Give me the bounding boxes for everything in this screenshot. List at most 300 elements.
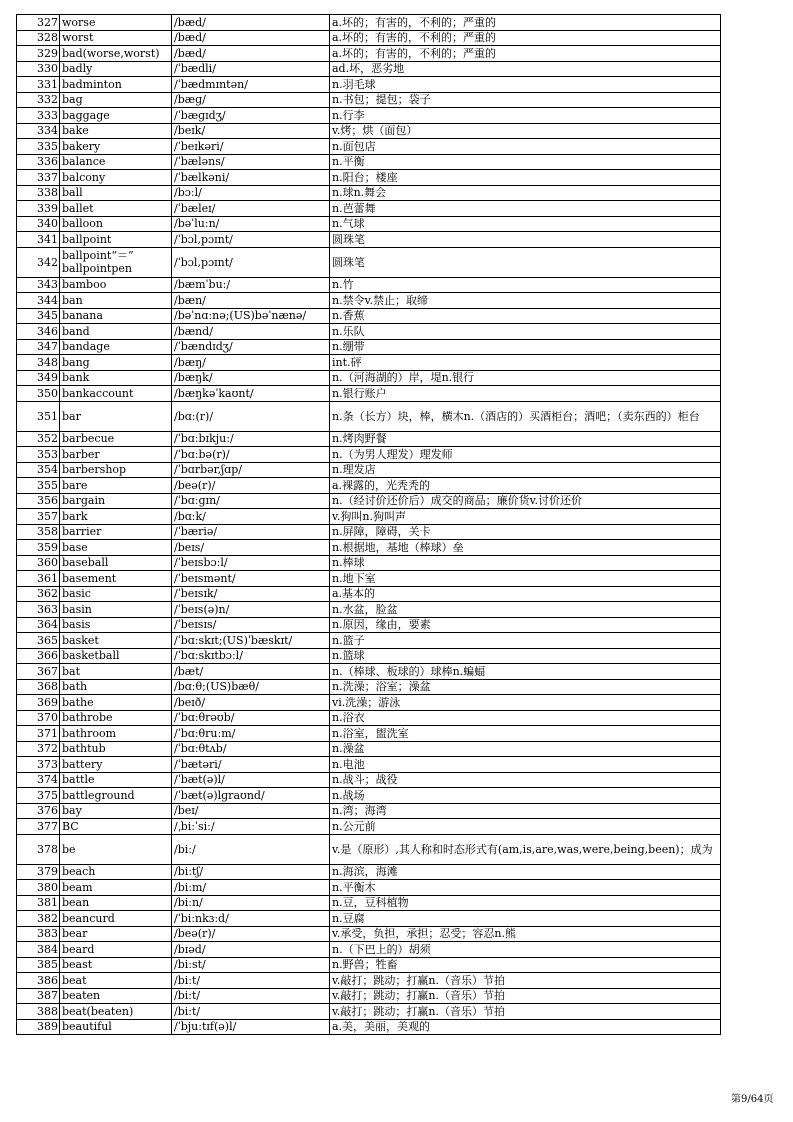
- phonetic-cell: /beɪð/: [172, 695, 330, 711]
- word-cell: beaten: [60, 988, 172, 1004]
- meaning-cell: n.战场: [330, 788, 721, 804]
- table-row: [17, 478, 721, 494]
- meaning-cell: a.坏的；有害的，不利的；严重的: [330, 30, 721, 46]
- word-cell: basketball: [60, 648, 172, 664]
- table-row: [17, 232, 721, 248]
- word-cell: bat: [60, 664, 172, 680]
- row-number: 372: [17, 741, 60, 757]
- table-row: [17, 679, 721, 695]
- table-row: [17, 586, 721, 602]
- row-number: 379: [17, 864, 60, 880]
- row-number: 328: [17, 30, 60, 46]
- meaning-cell: a.坏的；有害的，不利的；严重的: [330, 46, 721, 62]
- meaning-cell: v.狗叫n.狗叫声: [330, 509, 721, 525]
- row-number: 388: [17, 1004, 60, 1020]
- meaning-cell: vi.洗澡；游泳: [330, 695, 721, 711]
- table-row: [17, 988, 721, 1004]
- word-cell: beautiful: [60, 1019, 172, 1035]
- phonetic-cell: /ˈbɑːskɪt;(US)ˈbæskɪt/: [172, 633, 330, 649]
- row-number: 356: [17, 493, 60, 509]
- table-row: [17, 1019, 721, 1035]
- phonetic-cell: /bæŋk/: [172, 370, 330, 386]
- phonetic-cell: /ˈbɔl,pɔɪnt/: [172, 247, 330, 277]
- phonetic-cell: /bɔːl/: [172, 185, 330, 201]
- word-cell: bathtub: [60, 741, 172, 757]
- row-number: 370: [17, 710, 60, 726]
- row-number: 364: [17, 617, 60, 633]
- row-number: 336: [17, 154, 60, 170]
- page-number: 第9/64页: [731, 1094, 774, 1105]
- phonetic-cell: /ˈbjuːtɪf(ə)l/: [172, 1019, 330, 1035]
- phonetic-cell: /ˈbɑːθruːm/: [172, 726, 330, 742]
- table-row: [17, 324, 721, 340]
- row-number: 332: [17, 92, 60, 108]
- phonetic-cell: /ˈbædli/: [172, 61, 330, 77]
- table-row: [17, 139, 721, 155]
- row-number: 347: [17, 339, 60, 355]
- table-row: [17, 447, 721, 463]
- phonetic-cell: /bæt/: [172, 664, 330, 680]
- meaning-cell: n.豆腐: [330, 911, 721, 927]
- word-cell: basement: [60, 571, 172, 587]
- table-row: [17, 277, 721, 293]
- row-number: 387: [17, 988, 60, 1004]
- table-row: [17, 602, 721, 618]
- meaning-cell: n.篮球: [330, 648, 721, 664]
- table-row: [17, 911, 721, 927]
- row-number: 349: [17, 370, 60, 386]
- phonetic-cell: /beɪk/: [172, 123, 330, 139]
- table-row: [17, 431, 721, 447]
- row-number: 333: [17, 108, 60, 124]
- meaning-cell: a.裸露的，光秃秃的: [330, 478, 721, 494]
- word-cell: bag: [60, 92, 172, 108]
- meaning-cell: n.公元前: [330, 819, 721, 835]
- word-cell: barrier: [60, 524, 172, 540]
- row-number: 371: [17, 726, 60, 742]
- table-row: [17, 695, 721, 711]
- phonetic-cell: /bɪəd/: [172, 942, 330, 958]
- word-cell: baseball: [60, 555, 172, 571]
- word-cell: bare: [60, 478, 172, 494]
- phonetic-cell: /ˈbæɡɪdʒ/: [172, 108, 330, 124]
- meaning-cell: n.根据地，基地（棒球）垒: [330, 540, 721, 556]
- word-cell: bathroom: [60, 726, 172, 742]
- meaning-cell: n.电池: [330, 757, 721, 773]
- row-number: 383: [17, 926, 60, 942]
- row-number: 369: [17, 695, 60, 711]
- phonetic-cell: /bɑːθ;(US)bæθ/: [172, 679, 330, 695]
- meaning-cell: a.美，美丽，美观的: [330, 1019, 721, 1035]
- row-number: 366: [17, 648, 60, 664]
- word-cell: basket: [60, 633, 172, 649]
- row-number: 339: [17, 201, 60, 217]
- word-cell: basis: [60, 617, 172, 633]
- meaning-cell: int.砰: [330, 355, 721, 371]
- row-number: 386: [17, 973, 60, 989]
- word-cell: barbershop: [60, 462, 172, 478]
- phonetic-cell: /bæd/: [172, 46, 330, 62]
- table-row: [17, 201, 721, 217]
- table-row: [17, 92, 721, 108]
- meaning-cell: n.乐队: [330, 324, 721, 340]
- table-row: [17, 555, 721, 571]
- table-row: [17, 15, 721, 31]
- word-cell: beam: [60, 880, 172, 896]
- table-row: [17, 509, 721, 525]
- meaning-cell: n.条（长方）块，棒，横木n.（酒店的）买酒柜台；酒吧；（卖东西的）柜台: [330, 401, 721, 431]
- table-row: [17, 185, 721, 201]
- phonetic-cell: /ˈbɔl,pɔɪnt/: [172, 232, 330, 248]
- table-row: [17, 154, 721, 170]
- table-row: [17, 524, 721, 540]
- phonetic-cell: /bæn/: [172, 293, 330, 309]
- phonetic-cell: /biːm/: [172, 880, 330, 896]
- table-row: [17, 540, 721, 556]
- meaning-cell: n.湾；海湾: [330, 803, 721, 819]
- phonetic-cell: /ˈbælkəni/: [172, 170, 330, 186]
- table-row: [17, 880, 721, 896]
- table-row: [17, 973, 721, 989]
- row-number: 357: [17, 509, 60, 525]
- row-number: 376: [17, 803, 60, 819]
- meaning-cell: v.烤；烘（面包）: [330, 123, 721, 139]
- row-number: 368: [17, 679, 60, 695]
- row-number: 329: [17, 46, 60, 62]
- phonetic-cell: /ˈbiːnkɜːd/: [172, 911, 330, 927]
- phonetic-cell: /biːt/: [172, 973, 330, 989]
- word-cell: banana: [60, 308, 172, 324]
- word-cell: beancurd: [60, 911, 172, 927]
- word-cell: bankaccount: [60, 386, 172, 402]
- meaning-cell: n.芭蕾舞: [330, 201, 721, 217]
- word-cell: bathe: [60, 695, 172, 711]
- phonetic-cell: /beə(r)/: [172, 478, 330, 494]
- phonetic-cell: /ˈbɑːbə(r)/: [172, 447, 330, 463]
- meaning-cell: v.敲打；跳动；打赢n.（音乐）节拍: [330, 988, 721, 1004]
- phonetic-cell: /bæd/: [172, 15, 330, 31]
- word-cell: bathrobe: [60, 710, 172, 726]
- meaning-cell: n.浴室，盥洗室: [330, 726, 721, 742]
- meaning-cell: n.（为男人理发）理发师: [330, 447, 721, 463]
- word-cell: bang: [60, 355, 172, 371]
- meaning-cell: n.水盆，脸盆: [330, 602, 721, 618]
- meaning-cell: n.屏障，障碍，关卡: [330, 524, 721, 540]
- meaning-cell: n.烤肉野餐: [330, 431, 721, 447]
- phonetic-cell: /ˈbeɪsmənt/: [172, 571, 330, 587]
- row-number: 331: [17, 77, 60, 93]
- row-number: 378: [17, 834, 60, 864]
- row-number: 334: [17, 123, 60, 139]
- row-number: 345: [17, 308, 60, 324]
- phonetic-cell: /ˈbæleɪ/: [172, 201, 330, 217]
- word-cell: badminton: [60, 77, 172, 93]
- table-row: [17, 61, 721, 77]
- meaning-cell: n.澡盆: [330, 741, 721, 757]
- table-row: [17, 123, 721, 139]
- phonetic-cell: /ˈbɑːskɪtbɔːl/: [172, 648, 330, 664]
- word-cell: bear: [60, 926, 172, 942]
- phonetic-cell: /ˈbeɪkəri/: [172, 139, 330, 155]
- meaning-cell: n.战斗；战役: [330, 772, 721, 788]
- meaning-cell: n.洗澡；浴室；澡盆: [330, 679, 721, 695]
- phonetic-cell: /bɑː(r)/: [172, 401, 330, 431]
- row-number: 350: [17, 386, 60, 402]
- table-row: [17, 30, 721, 46]
- word-cell: baggage: [60, 108, 172, 124]
- row-number: 343: [17, 277, 60, 293]
- phonetic-cell: /ˈbɑːθtʌb/: [172, 741, 330, 757]
- table-row: [17, 571, 721, 587]
- table-row: [17, 386, 721, 402]
- word-cell: ball: [60, 185, 172, 201]
- word-cell: beast: [60, 957, 172, 973]
- meaning-cell: n.行李: [330, 108, 721, 124]
- word-cell: ballpoint“＝” ballpointpen: [60, 247, 172, 277]
- word-cell: be: [60, 834, 172, 864]
- row-number: 327: [17, 15, 60, 31]
- table-row: [17, 819, 721, 835]
- word-cell: ballpoint: [60, 232, 172, 248]
- table-row: [17, 834, 721, 864]
- word-cell: bamboo: [60, 277, 172, 293]
- word-cell: badly: [60, 61, 172, 77]
- phonetic-cell: /biːt/: [172, 988, 330, 1004]
- phonetic-cell: /biː/: [172, 834, 330, 864]
- phonetic-cell: /bæd/: [172, 30, 330, 46]
- table-row: [17, 216, 721, 232]
- table-row: [17, 864, 721, 880]
- meaning-cell: 圆珠笔: [330, 232, 721, 248]
- meaning-cell: n.香蕉: [330, 308, 721, 324]
- meaning-cell: n.竹: [330, 277, 721, 293]
- table-row: [17, 617, 721, 633]
- word-cell: barbecue: [60, 431, 172, 447]
- phonetic-cell: /bəˈnɑːnə;(US)bəˈnænə/: [172, 308, 330, 324]
- row-number: 382: [17, 911, 60, 927]
- meaning-cell: n.银行账户: [330, 386, 721, 402]
- phonetic-cell: /ˈbeɪs(ə)n/: [172, 602, 330, 618]
- word-cell: bargain: [60, 493, 172, 509]
- meaning-cell: n.地下室: [330, 571, 721, 587]
- phonetic-cell: /ˈbɑːbɪkjuː/: [172, 431, 330, 447]
- word-cell: band: [60, 324, 172, 340]
- vocabulary-table-body: [17, 15, 721, 1035]
- meaning-cell: n.绷带: [330, 339, 721, 355]
- phonetic-cell: /ˈbeɪsɪk/: [172, 586, 330, 602]
- phonetic-cell: /bæmˈbuː/: [172, 277, 330, 293]
- meaning-cell: n.豆，豆科植物: [330, 895, 721, 911]
- table-row: [17, 1004, 721, 1020]
- table-row: [17, 957, 721, 973]
- meaning-cell: n.原因，缘由，要素: [330, 617, 721, 633]
- meaning-cell: a.坏的；有害的，不利的；严重的: [330, 15, 721, 31]
- row-number: 344: [17, 293, 60, 309]
- phonetic-cell: /bɑːk/: [172, 509, 330, 525]
- word-cell: bath: [60, 679, 172, 695]
- row-number: 377: [17, 819, 60, 835]
- row-number: 353: [17, 447, 60, 463]
- meaning-cell: v.承受，负担，承担；忍受；容忍n.熊: [330, 926, 721, 942]
- table-row: [17, 942, 721, 958]
- phonetic-cell: /bænd/: [172, 324, 330, 340]
- row-number: 389: [17, 1019, 60, 1035]
- word-cell: beach: [60, 864, 172, 880]
- row-number: 355: [17, 478, 60, 494]
- meaning-cell: n.（河海湖的）岸，堤n.银行: [330, 370, 721, 386]
- table-row: [17, 247, 721, 277]
- row-number: 351: [17, 401, 60, 431]
- meaning-cell: v.是（原形）,其人称和时态形式有(am,is,are,was,were,being,been)；成为: [330, 834, 721, 864]
- row-number: 374: [17, 772, 60, 788]
- word-cell: beat: [60, 973, 172, 989]
- row-number: 338: [17, 185, 60, 201]
- meaning-cell: n.球n.舞会: [330, 185, 721, 201]
- word-cell: battle: [60, 772, 172, 788]
- row-number: 335: [17, 139, 60, 155]
- row-number: 358: [17, 524, 60, 540]
- phonetic-cell: /bæŋ/: [172, 355, 330, 371]
- word-cell: bean: [60, 895, 172, 911]
- row-number: 340: [17, 216, 60, 232]
- word-cell: worse: [60, 15, 172, 31]
- word-cell: balloon: [60, 216, 172, 232]
- row-number: 385: [17, 957, 60, 973]
- meaning-cell: n.阳台；楼座: [330, 170, 721, 186]
- meaning-cell: a.基本的: [330, 586, 721, 602]
- table-row: [17, 648, 721, 664]
- meaning-cell: n.（经讨价还价后）成交的商品；廉价货v.讨价还价: [330, 493, 721, 509]
- table-row: [17, 462, 721, 478]
- meaning-cell: n.篮子: [330, 633, 721, 649]
- phonetic-cell: /ˈbɑrbər,ʃɑp/: [172, 462, 330, 478]
- vocabulary-sheet: [16, 14, 720, 1035]
- word-cell: worst: [60, 30, 172, 46]
- word-cell: beard: [60, 942, 172, 958]
- table-row: [17, 308, 721, 324]
- row-number: 341: [17, 232, 60, 248]
- meaning-cell: n.书包；提包；袋子: [330, 92, 721, 108]
- meaning-cell: n.禁令v.禁止；取缔: [330, 293, 721, 309]
- row-number: 367: [17, 664, 60, 680]
- row-number: 363: [17, 602, 60, 618]
- word-cell: basin: [60, 602, 172, 618]
- row-number: 346: [17, 324, 60, 340]
- meaning-cell: n.浴衣: [330, 710, 721, 726]
- word-cell: battery: [60, 757, 172, 773]
- meaning-cell: n.（下巴上的）胡须: [330, 942, 721, 958]
- meaning-cell: 圆珠笔: [330, 247, 721, 277]
- phonetic-cell: /ˈbæt(ə)lɡraʊnd/: [172, 788, 330, 804]
- phonetic-cell: /ˈbæriə/: [172, 524, 330, 540]
- table-row: [17, 108, 721, 124]
- table-row: [17, 355, 721, 371]
- phonetic-cell: /ˈbætəri/: [172, 757, 330, 773]
- phonetic-cell: /ˈbɑːθrəʊb/: [172, 710, 330, 726]
- table-row: [17, 170, 721, 186]
- phonetic-cell: /ˈbeɪsbɔːl/: [172, 555, 330, 571]
- meaning-cell: v.敲打；跳动；打赢n.（音乐）节拍: [330, 973, 721, 989]
- row-number: 381: [17, 895, 60, 911]
- phonetic-cell: /bəˈluːn/: [172, 216, 330, 232]
- phonetic-cell: /biːst/: [172, 957, 330, 973]
- table-row: [17, 493, 721, 509]
- table-row: [17, 757, 721, 773]
- row-number: 352: [17, 431, 60, 447]
- row-number: 359: [17, 540, 60, 556]
- meaning-cell: n.平衡木: [330, 880, 721, 896]
- word-cell: BC: [60, 819, 172, 835]
- meaning-cell: n.气球: [330, 216, 721, 232]
- row-number: 330: [17, 61, 60, 77]
- meaning-cell: n.羽毛球: [330, 77, 721, 93]
- word-cell: bar: [60, 401, 172, 431]
- phonetic-cell: /beɪ/: [172, 803, 330, 819]
- table-row: [17, 741, 721, 757]
- word-cell: balance: [60, 154, 172, 170]
- table-row: [17, 926, 721, 942]
- table-row: [17, 339, 721, 355]
- phonetic-cell: /bæŋkəˈkaʊnt/: [172, 386, 330, 402]
- table-row: [17, 726, 721, 742]
- word-cell: bay: [60, 803, 172, 819]
- row-number: 365: [17, 633, 60, 649]
- word-cell: base: [60, 540, 172, 556]
- word-cell: beat(beaten): [60, 1004, 172, 1020]
- table-row: [17, 895, 721, 911]
- table-row: [17, 401, 721, 431]
- phonetic-cell: /ˌbiːˈsiː/: [172, 819, 330, 835]
- table-row: [17, 664, 721, 680]
- phonetic-cell: /biːt/: [172, 1004, 330, 1020]
- phonetic-cell: /biːtʃ/: [172, 864, 330, 880]
- word-cell: ban: [60, 293, 172, 309]
- meaning-cell: n.海滨，海滩: [330, 864, 721, 880]
- meaning-cell: n.棒球: [330, 555, 721, 571]
- meaning-cell: n.野兽；牲畜: [330, 957, 721, 973]
- phonetic-cell: /beɪs/: [172, 540, 330, 556]
- phonetic-cell: /biːn/: [172, 895, 330, 911]
- table-row: [17, 370, 721, 386]
- word-cell: bakery: [60, 139, 172, 155]
- phonetic-cell: /ˈbædmɪntən/: [172, 77, 330, 93]
- row-number: 361: [17, 571, 60, 587]
- word-cell: bandage: [60, 339, 172, 355]
- table-row: [17, 710, 721, 726]
- row-number: 384: [17, 942, 60, 958]
- table-row: [17, 293, 721, 309]
- word-cell: basic: [60, 586, 172, 602]
- phonetic-cell: /bæɡ/: [172, 92, 330, 108]
- word-cell: barber: [60, 447, 172, 463]
- phonetic-cell: /beə(r)/: [172, 926, 330, 942]
- row-number: 362: [17, 586, 60, 602]
- table-row: [17, 788, 721, 804]
- row-number: 373: [17, 757, 60, 773]
- table-row: [17, 77, 721, 93]
- row-number: 342: [17, 247, 60, 277]
- row-number: 380: [17, 880, 60, 896]
- row-number: 354: [17, 462, 60, 478]
- meaning-cell: n.理发店: [330, 462, 721, 478]
- word-cell: bark: [60, 509, 172, 525]
- table-row: [17, 633, 721, 649]
- word-cell: balcony: [60, 170, 172, 186]
- phonetic-cell: /ˈbæt(ə)l/: [172, 772, 330, 788]
- word-cell: battleground: [60, 788, 172, 804]
- word-cell: ballet: [60, 201, 172, 217]
- word-cell: bad(worse,worst): [60, 46, 172, 62]
